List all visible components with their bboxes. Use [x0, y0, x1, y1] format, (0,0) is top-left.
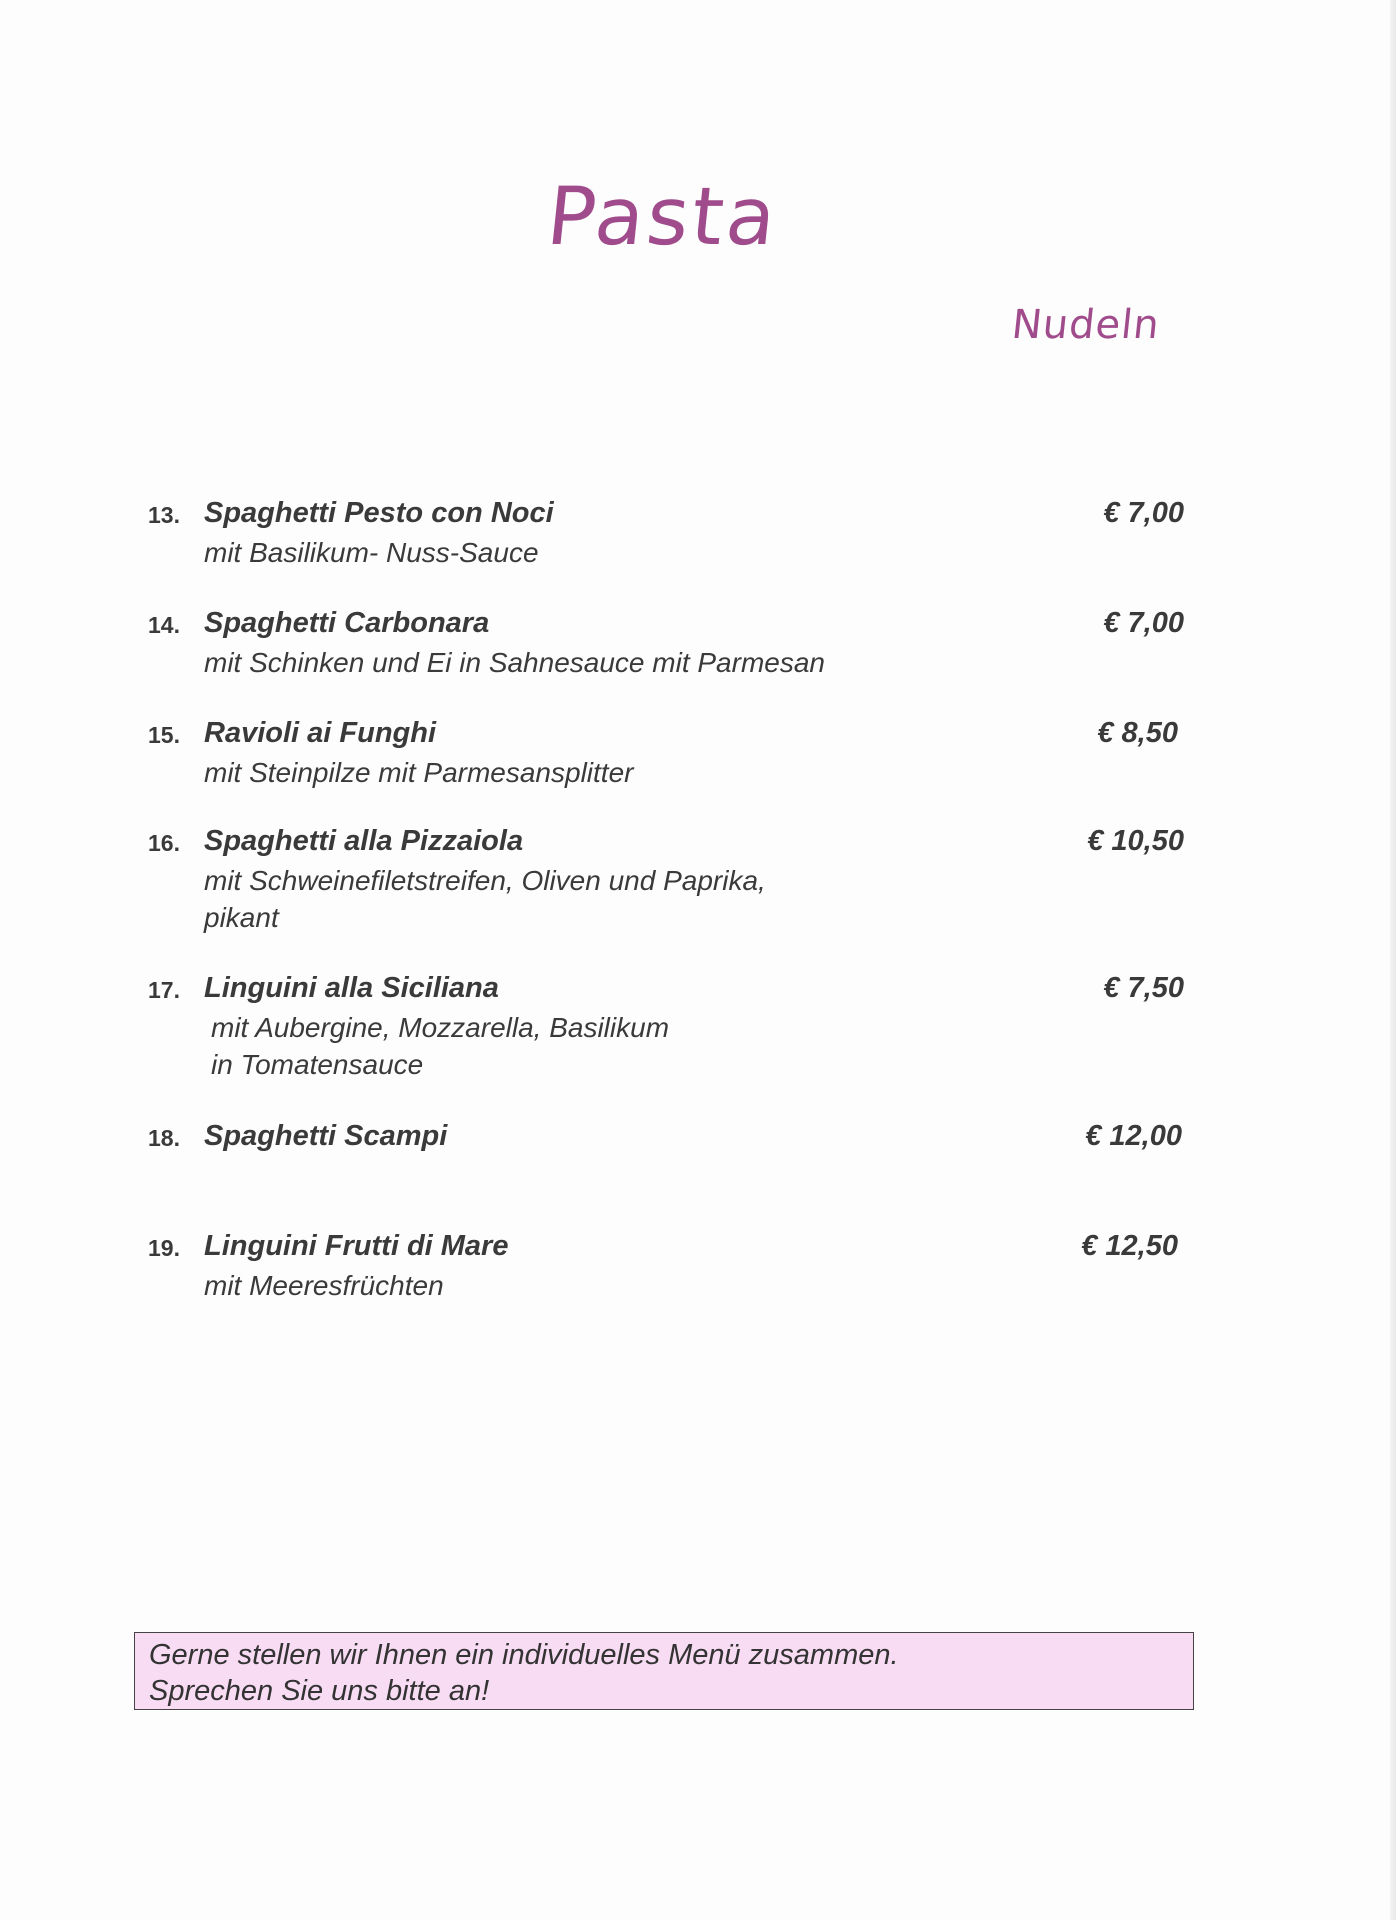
item-number: 13. [148, 502, 180, 528]
item-price: € 12,00 [1085, 1120, 1182, 1152]
item-number: 14. [148, 612, 180, 638]
item-number: 16. [148, 830, 180, 856]
item-price: € 7,50 [1103, 972, 1184, 1004]
item-description [204, 644, 825, 681]
notice-box [134, 1632, 1194, 1710]
page-title: Pasta [542, 170, 784, 263]
item-description-line: pikant [204, 902, 279, 933]
item-name: Spaghetti Pesto con Noci [204, 497, 554, 529]
item-price: € 7,00 [1103, 497, 1184, 529]
item-description-line: in Tomatensauce [211, 1049, 424, 1080]
item-number: 15. [148, 722, 180, 748]
item-name: Linguini alla Siciliana [204, 972, 499, 1004]
notice-line-2: Sprechen Sie uns bitte an! [149, 1675, 490, 1707]
notice-line-1: Gerne stellen wir Ihnen ein individuelles Menü zusammen. [149, 1639, 899, 1671]
item-description [204, 1267, 444, 1304]
item-name: Spaghetti Carbonara [204, 607, 490, 639]
item-description-line: mit Aubergine, Mozzarella, Basilikum [211, 1012, 670, 1043]
item-number: 19. [148, 1235, 180, 1261]
item-price: € 7,00 [1103, 607, 1184, 639]
item-description [211, 1009, 669, 1083]
item-number: 17. [148, 977, 180, 1003]
item-name: Spaghetti alla Pizzaiola [204, 825, 524, 857]
item-name: Linguini Frutti di Mare [204, 1230, 509, 1262]
item-description-line: mit Basilikum- Nuss-Sauce [204, 537, 539, 568]
item-description [204, 534, 539, 571]
item-price: € 10,50 [1087, 825, 1184, 857]
item-description-line: mit Schinken und Ei in Sahnesauce mit Parmesan [204, 647, 825, 678]
item-price: € 8,50 [1097, 717, 1178, 749]
item-price: € 12,50 [1081, 1230, 1178, 1262]
item-description [204, 754, 633, 791]
item-name: Spaghetti Scampi [204, 1120, 448, 1152]
item-description-line: mit Meeresfrüchten [204, 1270, 444, 1301]
item-description [204, 862, 766, 936]
page-edge [1390, 0, 1396, 1920]
page-subtitle: Nudeln [1009, 302, 1163, 348]
item-number: 18. [148, 1125, 180, 1151]
item-description-line: mit Schweinefiletstreifen, Oliven und Paprika, [204, 865, 766, 896]
item-name: Ravioli ai Funghi [204, 717, 437, 749]
item-description-line: mit Steinpilze mit Parmesansplitter [204, 757, 634, 788]
